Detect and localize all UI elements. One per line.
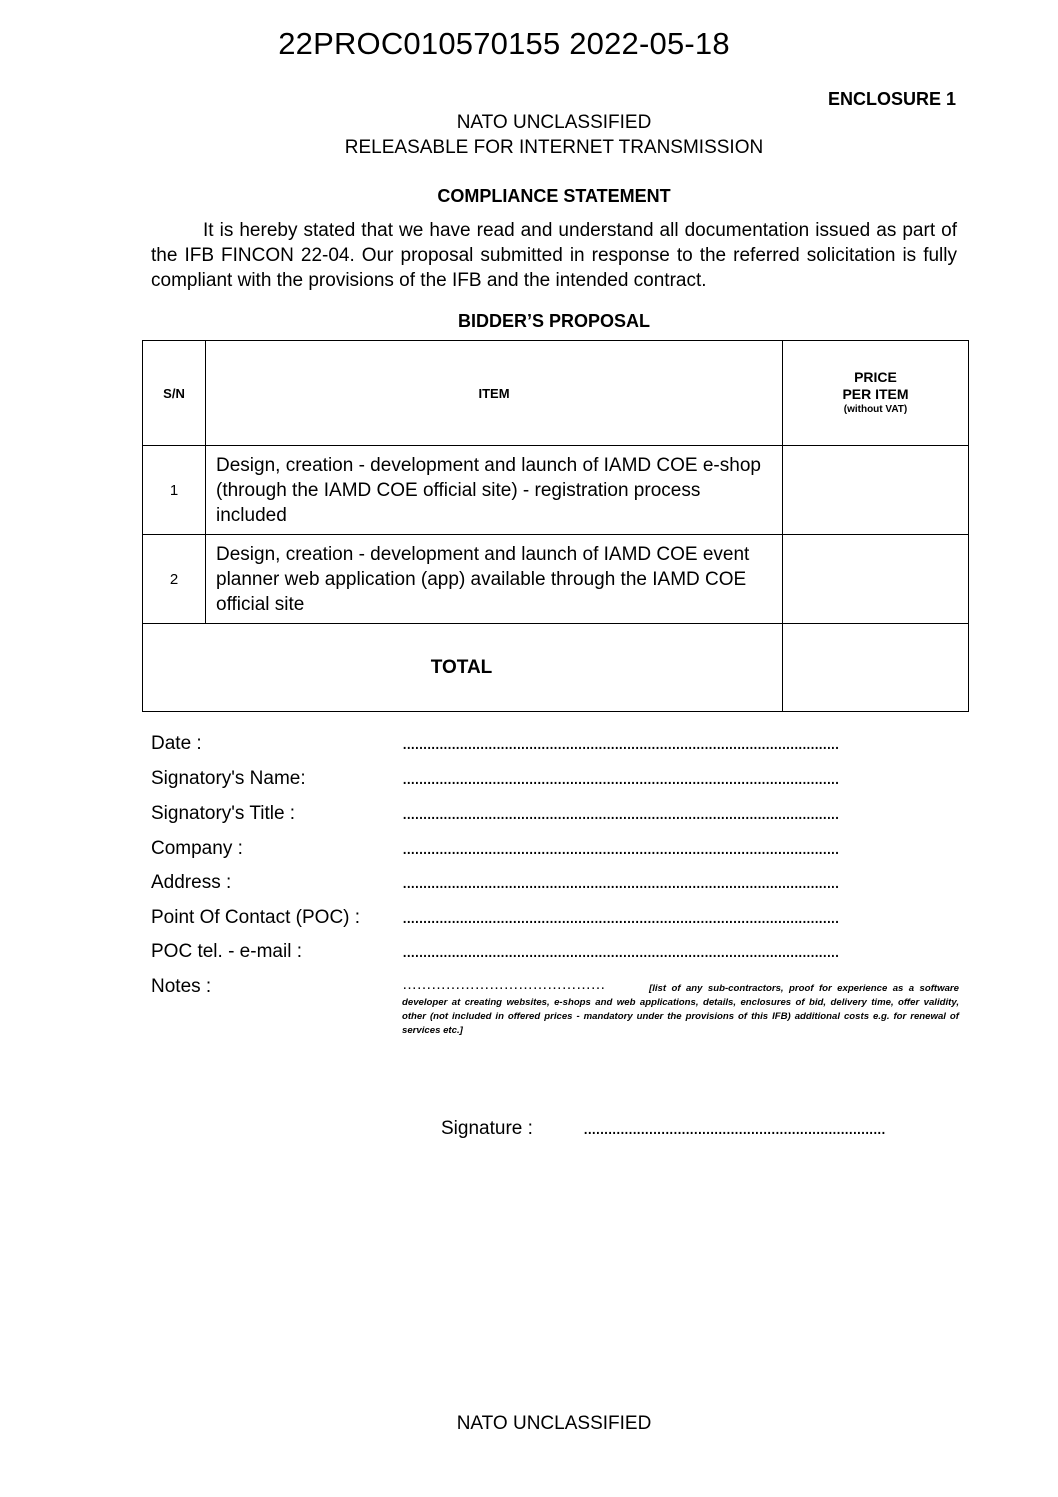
row-price-cell[interactable] bbox=[783, 535, 969, 624]
table-row bbox=[143, 535, 969, 624]
compliance-heading: COMPLIANCE STATEMENT bbox=[437, 186, 671, 206]
date-label: Date : bbox=[151, 733, 202, 754]
total-price-cell[interactable] bbox=[783, 624, 969, 712]
company-label: Company : bbox=[151, 838, 243, 859]
row-item: Design, creation - development and launch of IAMD COE e-shop (through the IAMD COE official site) - registration process included bbox=[206, 446, 783, 535]
proposal-table bbox=[142, 340, 969, 712]
signatory-title-label: Signatory's Title : bbox=[151, 803, 296, 824]
header-price-line2: PER ITEM bbox=[842, 386, 909, 402]
proposal-heading: BIDDER’S PROPOSAL bbox=[457, 311, 651, 331]
signature-field[interactable]: .......................................................................... bbox=[583, 1118, 885, 1139]
poc-label: Point Of Contact (POC) : bbox=[151, 907, 361, 928]
notes-label: Notes : bbox=[151, 976, 212, 997]
address-field[interactable]: ........................................................................................................... bbox=[402, 872, 839, 893]
compliance-paragraph: It is hereby stated that we have read and understand all documentation issued as part of the IFB FINCON 22-04. Our proposal submitted in response to the referred solicitation is fully compliant with the provisions of the IFB and the intended contract. bbox=[151, 220, 957, 291]
signatory-name-label: Signatory's Name: bbox=[151, 768, 306, 789]
signatory-name-field[interactable]: ........................................................................................................... bbox=[402, 768, 839, 789]
signature-label: Signature : bbox=[441, 1118, 533, 1139]
total-label: TOTAL bbox=[143, 624, 783, 712]
poc-contact-label: POC tel. - e-mail : bbox=[151, 941, 302, 962]
header-sn: S/N bbox=[143, 341, 206, 446]
signatory-title-field[interactable]: ........................................................................................................... bbox=[402, 803, 839, 824]
row-sn: 2 bbox=[143, 535, 206, 624]
header-price-note: (without VAT) bbox=[843, 404, 908, 415]
document-id: 22PROC010570155 2022-05-18 bbox=[278, 26, 730, 61]
releasability-header: RELEASABLE FOR INTERNET TRANSMISSION bbox=[344, 137, 764, 158]
header-price bbox=[783, 341, 969, 446]
notes-instructions: [list of any sub-contractors, proof for experience as a software developer at creating websites, e-shops and web applications, details, enclosures of bid, delivery time, offer validity, other (not included in offered prices - mandatory under the provisions of this IFB) additional costs e.g. for renewal of services etc.] bbox=[402, 983, 959, 1036]
date-field[interactable]: ........................................................................................................... bbox=[402, 733, 839, 754]
notes-field[interactable]: …………………………………… bbox=[402, 976, 605, 993]
total-row bbox=[143, 624, 969, 712]
classification-header: NATO UNCLASSIFIED bbox=[456, 112, 652, 133]
poc-contact-field[interactable]: ........................................................................................................... bbox=[402, 941, 839, 962]
header-item: ITEM bbox=[206, 341, 783, 446]
row-sn: 1 bbox=[143, 446, 206, 535]
row-item: Design, creation - development and launch of IAMD COE event planner web application (app) available through the IAMD COE official site bbox=[206, 535, 783, 624]
enclosure-label: ENCLOSURE 1 bbox=[827, 89, 956, 109]
table-header-row bbox=[143, 341, 969, 446]
address-label: Address : bbox=[151, 872, 232, 893]
table-row bbox=[143, 446, 969, 535]
company-field[interactable]: ........................................................................................................... bbox=[402, 838, 839, 859]
header-price-line1: PRICE bbox=[854, 369, 897, 385]
poc-field[interactable]: ........................................................................................................... bbox=[402, 907, 839, 928]
row-price-cell[interactable] bbox=[783, 446, 969, 535]
classification-footer: NATO UNCLASSIFIED bbox=[456, 1413, 652, 1434]
